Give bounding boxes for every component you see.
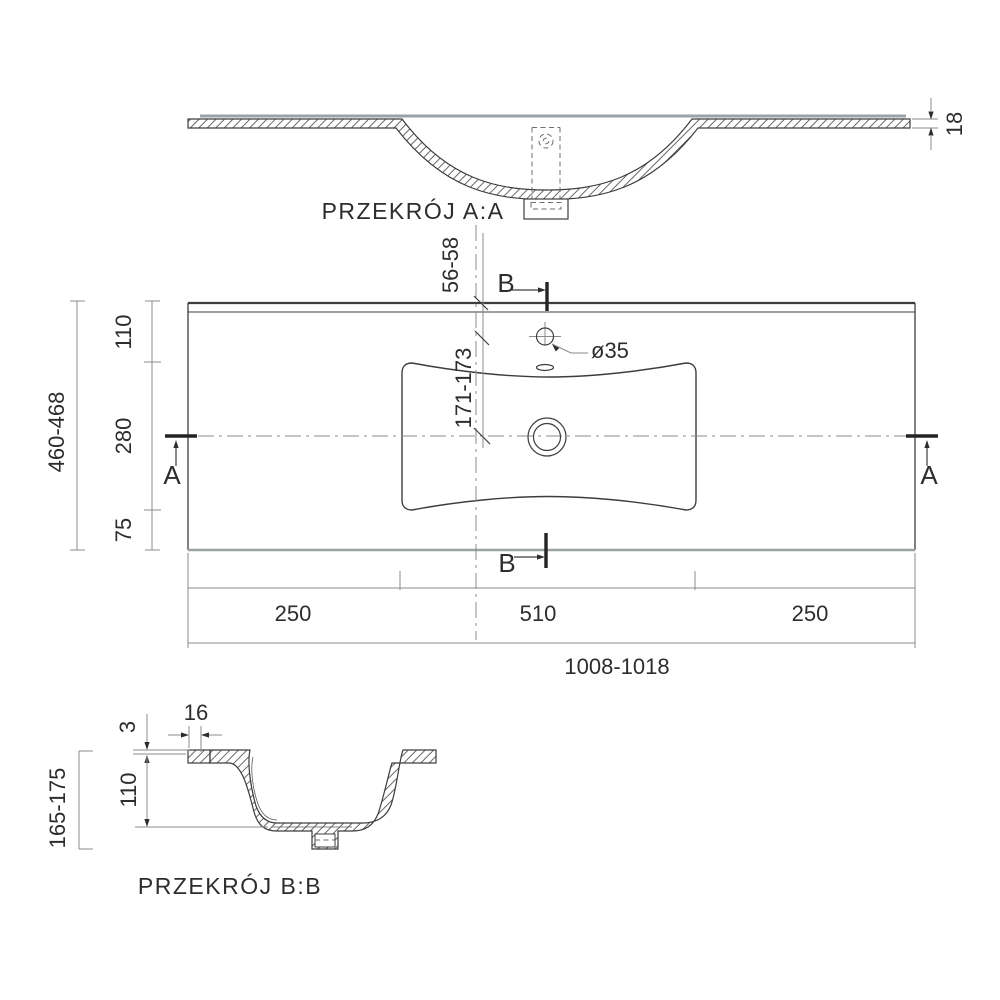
dim-1008-1018-label: 1008-1018 [564,654,670,679]
left-dimensions [44,301,161,550]
dim-56-58-label: 56-58 [438,236,463,294]
dim-171-173-label: 171-173 [451,347,476,429]
dim-110-label: 110 [111,314,136,350]
marker-b-top-label: B [497,268,515,298]
faucet-diameter-label: ø35 [591,338,629,363]
dim-3-label: 3 [115,720,140,734]
dim-165-175 [45,751,93,849]
dim-18 [912,98,967,150]
dim-165-175-label: 165-175 [45,767,70,849]
drain-hole-inner [534,424,561,451]
overflow-hole [537,365,554,371]
dim-250-left-label: 250 [274,601,312,626]
dim-18-label: 18 [942,111,967,137]
dim-280-label: 280 [111,417,136,455]
marker-a-right-label: A [920,460,938,490]
section-marker-b-bottom [498,533,546,578]
tick-faucet-axis [475,331,489,345]
section-marker-a-right [906,436,938,490]
marker-a-left-label: A [163,460,181,490]
marker-b-bottom-label: B [498,548,516,578]
section-aa-title: PRZEKRÓJ A:A [321,198,505,224]
edge-flange-section [188,750,210,763]
dim-250-right-label: 250 [791,601,829,626]
section-aa-view [188,98,967,224]
countertop-and-bowl-wall-section [188,119,910,200]
bottom-dimensions [188,553,915,679]
faucet-hole [529,322,629,363]
section-bb-title: PRZEKRÓJ B:B [137,873,323,899]
section-marker-b-top [497,268,547,311]
dim-110-bb-label: 110 [116,772,141,808]
dim-75-label: 75 [111,517,136,543]
dim-16 [168,700,222,752]
hidden-overflow-circle [539,134,553,148]
section-bb-view [45,700,436,899]
leader-arrowhead [552,344,560,352]
dim-460-468-label: 460-468 [44,391,69,473]
plan-view [44,225,938,679]
dim-510-label: 510 [519,601,557,626]
dim-16-label: 16 [183,700,209,725]
hidden-overflow-inner-circle [543,138,549,144]
section-marker-a-left [163,436,197,490]
